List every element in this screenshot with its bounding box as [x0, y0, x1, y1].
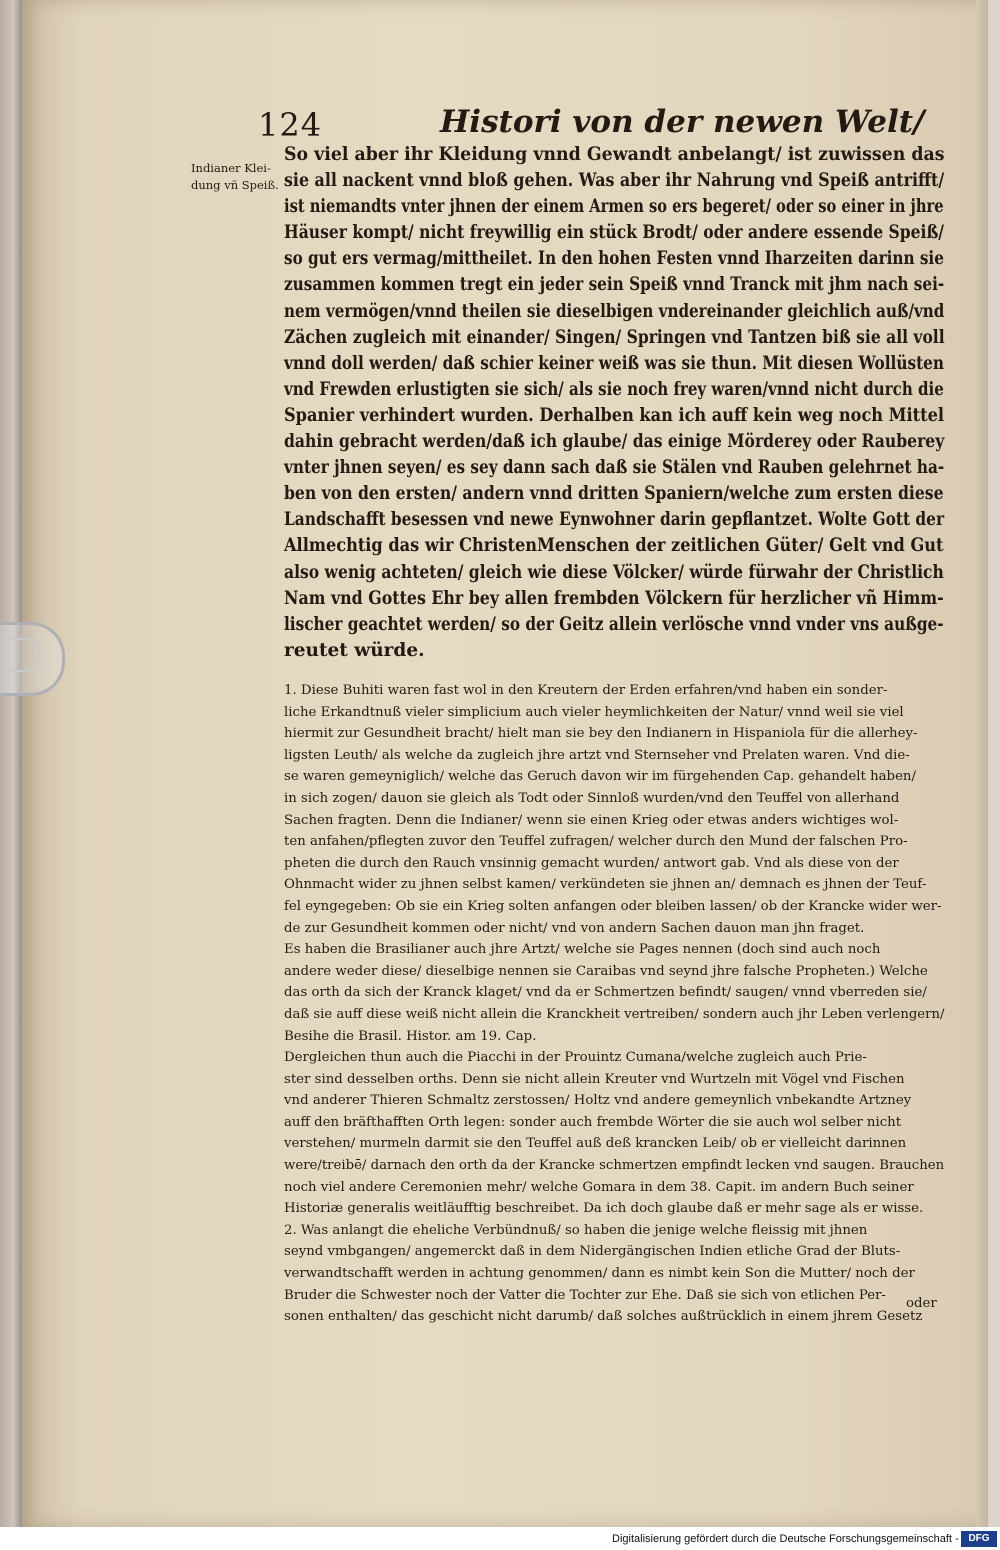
note-line: andere weder diese/ dieselbige nennen sie Caraibas vnd seynd jhre falsche Propheten.) Welche	[284, 963, 928, 979]
body-line: Allmechtig das wir ChristenMenschen der zeitlichen Güter/ Gelt vnd Gut	[284, 535, 944, 557]
note-line: hiermit zur Gesundheit bracht/ hielt man sie bey den Indianern in Hispaniola für die allerhey-	[284, 726, 918, 742]
note-line: verstehen/ murmeln darmit sie den Teuffel auß deß krancken Leib/ ob er vielleicht darinnen	[284, 1136, 907, 1152]
digitization-credit: Digitalisierung gefördert durch die Deutsche Forschungsgemeinschaft -	[612, 1533, 959, 1545]
body-line: Zächen zugleich mit einander/ Singen/ Springen vnd Tantzen biß sie all voll	[284, 326, 945, 348]
body-line: Häuser kompt/ nicht freywillig ein stück Brodt/ oder andere essende Speiß/	[284, 222, 944, 244]
page-number: 124	[258, 106, 323, 144]
note-line: Es haben die Brasilianer auch jhre Artzt/ welche sie Pages nennen (doch sind auch noch	[284, 942, 881, 958]
body-line: nem vermögen/vnnd theilen sie dieselbigen vndereinander gleichlich auß/vnd	[284, 300, 945, 322]
note-line: seynd vmbgangen/ angemerckt daß in dem Nidergängischen Indien etliche Grad der Bluts-	[284, 1244, 901, 1260]
marginal-note-line: dung vñ Speiß.	[191, 178, 279, 192]
note-line: de zur Gesundheit kommen oder nicht/ vnd von andern Sachen dauon man jhn fraget.	[284, 920, 865, 936]
note-line: das orth da sich der Kranck klaget/ vnd da er Schmertzen befindt/ saugen/ vnnd vberreden sie/	[284, 985, 927, 1001]
body-line: lischer geachtet werden/ so der Geitz allein verlösche vnnd vnder vns außge-	[284, 613, 944, 635]
catchword: oder	[906, 1296, 937, 1311]
note-line: Ohnmacht wider zu jhnen selbst kamen/ verkündeten sie jhnen an/ demnach es jhnen der Teuf-	[284, 877, 927, 893]
running-head: Histori von der newen Welt/	[440, 104, 925, 140]
body-line: ist niemandts vnter jhnen der einem Armen so ers begeret/ oder so einer in jhre	[284, 196, 944, 218]
body-line: Landschafft besessen vnd newe Eynwohner darin gepflantzet. Wolte Gott der	[284, 509, 945, 531]
note-line: Historiæ generalis weitläufftig beschreibet. Da ich doch glaube daß er mehr sage als er wisse.	[284, 1201, 924, 1217]
body-line: dahin gebracht werden/daß ich glaube/ das einige Mörderey oder Rauberey	[284, 431, 945, 453]
main-text-block	[284, 142, 944, 664]
note-line: in sich zogen/ dauon sie gleich als Todt oder Sinnloß wurden/vnd den Teuffel von allerhand	[284, 790, 900, 806]
body-line: Spanier verhindert wurden. Derhalben kan ich auff kein weg noch Mittel	[284, 404, 944, 426]
note-line: ten anfahen/pflegten zuvor den Teuffel zufragen/ welcher durch den Mund der falschen Pro-	[284, 834, 908, 850]
note-line: vnd anderer Thieren Schmaltz zerstossen/ Holtz vnd andere gemeynlich vnbekandte Artzney	[284, 1093, 912, 1109]
note-line: noch viel andere Ceremonien mehr/ welche Gomara in dem 38. Capit. im andern Buch seiner	[284, 1179, 914, 1195]
body-line: Nam vnd Gottes Ehr bey allen frembden Völckern für herzlicher vñ Himm-	[284, 587, 944, 609]
body-line: sie all nackent vnnd bloß gehen. Was aber ihr Nahrung vnd Speiß antrifft/	[284, 170, 945, 192]
note-line: Besihe die Brasil. Histor. am 19. Cap.	[284, 1028, 537, 1044]
body-line: so gut ers vermag/mittheilet. In den hohen Festen vnnd Iharzeiten darinn sie	[284, 248, 944, 270]
note-line: se waren gemeyniglich/ welche das Geruch davon wir im fürgehenden Cap. gehandelt haben/	[284, 769, 916, 785]
body-line: reutet würde.	[284, 639, 425, 661]
note-line: sonen enthalten/ das geschicht nicht darumb/ daß solches außtrücklich in einem jhrem Gesetz	[284, 1309, 923, 1325]
body-line: vnd Frewden erlustigten sie sich/ als sie noch frey waren/vnnd nicht durch die	[284, 378, 944, 400]
previous-page-edge	[0, 0, 22, 1527]
note-line: auff den bräfthafften Orth legen: sonder auch frembde Wörter die sie auch wol selber nicht	[284, 1114, 902, 1130]
marginal-note	[191, 160, 287, 194]
marginal-note-line: Indianer Klei-	[191, 161, 271, 175]
page-edge	[976, 0, 988, 1527]
body-line: also wenig achteten/ gleich wie diese Völcker/ würde fürwahr der Christlich	[284, 561, 944, 583]
note-line: liche Erkandtnuß vieler simplicium auch vieler heymlichkeiten der Natur/ vnnd weil sie viel	[284, 704, 904, 720]
note-line: ligsten Leuth/ als welche da zugleich jhre artzt vnd Sternseher vnd Prelaten waren. Vnd die-	[284, 747, 910, 763]
body-line: vnter jhnen seyen/ es sey dann sach daß sie Stälen vnd Rauben gelehrnet ha-	[284, 457, 945, 479]
dfg-logo: DFG	[961, 1531, 997, 1547]
body-line: zusammen kommen tregt ein jeder sein Speiß vnnd Tranck mit jhm nach sei-	[284, 274, 945, 296]
note-line: 1. Diese Buhiti waren fast wol in den Kreutern der Erden erfahren/vnd haben ein sonder-	[284, 683, 888, 698]
note-line: 2. Was anlangt die eheliche Verbündnuß/ so haben die jenige welche fleissig mit jhnen	[284, 1222, 868, 1238]
note-line: verwandtschafft werden in achtung genommen/ dann es nimbt kein Son die Mutter/ noch der	[284, 1266, 915, 1282]
note-line: Sachen fragten. Denn die Indianer/ wenn sie einen Krieg oder etwas anders wichtiges wol-	[284, 812, 899, 828]
note-line: Bruder die Schwester noch der Vatter die Tochter zur Ehe. Daß sie sich von etlichen Per-	[284, 1287, 886, 1303]
body-line: So viel aber ihr Kleidung vnnd Gewandt anbelangt/ ist zuwissen das	[284, 144, 945, 165]
paper-clip-inner-loop	[0, 638, 40, 672]
body-line: vnnd doll werden/ daß schier keiner weiß was sie thun. Mit diesen Wollüsten	[284, 352, 945, 374]
note-line: Dergleichen thun auch die Piacchi in der Prouintz Cumana/welche zugleich auch Prie-	[284, 1050, 867, 1066]
note-line: fel eyngegeben: Ob sie ein Krieg solten anfangen oder bleiben lassen/ ob der Krancke wider wer-	[284, 898, 942, 914]
note-line: ster sind desselben orths. Denn sie nicht allein Kreuter vnd Wurtzeln mit Vögel vnd Fischen	[284, 1071, 905, 1087]
body-line: ben von den ersten/ andern vnnd dritten Spaniern/welche zum ersten diese	[284, 483, 944, 505]
notes-block	[284, 680, 944, 1328]
note-line: pheten die durch den Rauch vnsinnig gemacht wurden/ antwort gab. Vnd als diese von der	[284, 855, 899, 871]
note-line: daß sie auff diese weiß nicht allein die Kranckheit vertreiben/ sondern auch jhr Leben verlengern/	[284, 1006, 945, 1022]
note-line: were/treibē/ darnach den orth da der Krancke schmertzen empfindt lecken vnd saugen. Brauchen	[284, 1158, 945, 1174]
